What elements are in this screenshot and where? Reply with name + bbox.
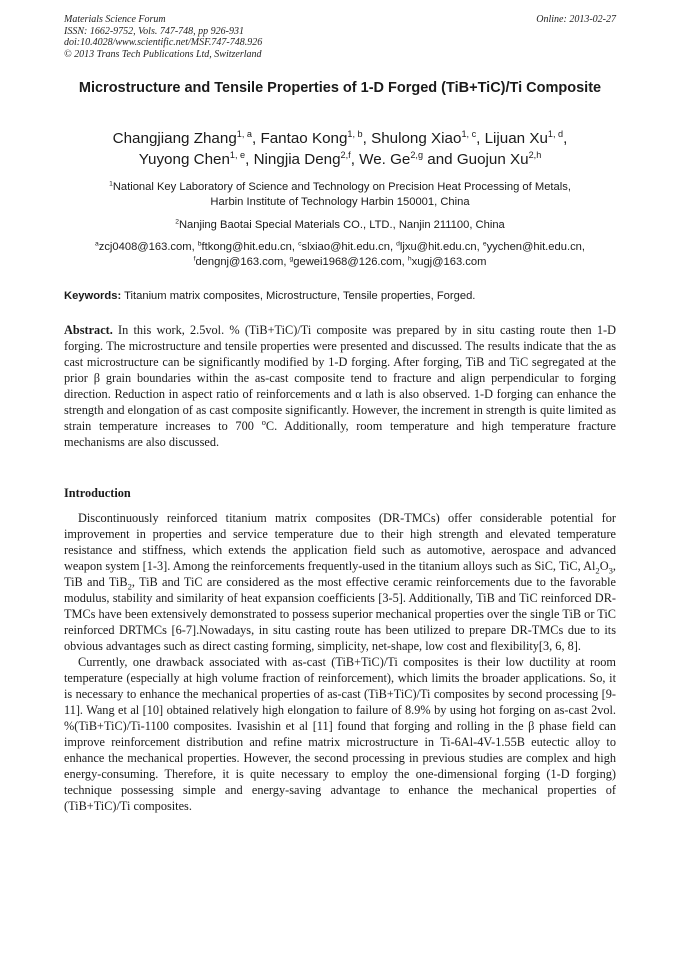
email: $^e$yychen@hit.edu.cn, — [482, 240, 585, 253]
journal-copyright: © 2013 Trans Tech Publications Ltd, Switzerland — [64, 48, 262, 60]
author: Shulong Xiao$^{1, c}$, — [371, 128, 485, 147]
keywords — [64, 289, 616, 303]
email: $^h$xugj@163.com — [407, 254, 487, 268]
journal-header — [64, 14, 616, 60]
journal-doi: doi:10.4028/www.scientific.net/MSF.747-748.926 — [64, 37, 263, 48]
paragraph: Currently, one drawback associated with as-cast (TiB+TiC)/Ti composites is their low ductility at room temperature (especially at high volume fraction of reinforcement), which limits the broader applications. So, it is necessary to enhance the mechanical properties of as-cast (TiB+TiC)/Ti composites by second processing [9-11]. Wang et al [10] obtained relatively high elongation to failure of 8.9% by using hot forging on as-cast 2vol. %(TiB+TiC)/Ti-1100 composites. Ivasishin et al [11] found that forging and rolling in the β phase field can improve reinforcement distribution and refine matrix microstructure in Ti-6Al-4V-1.55B eutectic alloy to enhance the mechanical properties. However, the second processing in previous studies are complex and high energy-consuming. Therefore, it is quite necessary to employ the one-dimensional forging (1-D forging) technique possessing simple and energy-saving advantage to enhance the mechanical properties of (TiB+TiC)/Ti composites. — [64, 655, 616, 813]
author: Guojun Xu$^{2,h}$ — [456, 149, 542, 168]
email: $^d$ljxu@hit.edu.cn, — [396, 240, 483, 253]
paper-title: Microstructure and Tensile Properties of 1-D Forged (TiB+TiC)/Ti Composite — [78, 80, 602, 96]
email: $^c$slxiao@hit.edu.cn, — [298, 240, 397, 253]
author: Ningjia Deng$^{2,f}$, — [253, 149, 360, 168]
author-list — [64, 128, 616, 170]
paragraph: Discontinuously reinforced titanium matrix composites (DR-TMCs) offer considerable potential for improvement in properties and service temperature due to their high strength and elevated temperature resistance and stiffness, which extends the application field such as automotive, aerospace and advanced weapon system [1-3]. Among the reinforcements frequently-used in the titanium alloys such as SiC, TiC, $Al_2O_3$, TiB and TiB$_2$, TiB and TiC are considered as the most effective ceramic reinforcements due to the favorable modulus, stability and similarity of heat expansion coefficients [3-5]. Additionally, TiB and TiC reinforced DR-TMCs have been extensively demonstrated to possess superior mechanical properties over the single TiB or TiC reinforced DRTMCs [6-7].Nowadays, in situ casting route has been utilized to prepare DR-TMCs due to its obvious advantages such as direct casting forming, simplicity, net-shape, low cost and flexibility[3, 6, 8]. — [64, 511, 616, 653]
email-list — [64, 240, 616, 269]
email: $^b$ftkong@hit.edu.cn, — [197, 240, 299, 253]
author: Yuyong Chen$^{1, e}$, — [138, 149, 254, 168]
keywords-label: Keywords: — [64, 290, 122, 302]
affiliation-1: $^1$National Key Laboratory of Science and Technology on Precision Heat Processing of Metals, Harbin Institute of Technology Harbin 150001, China — [109, 180, 571, 208]
email: $^f$dengnj@163.com, — [193, 254, 290, 268]
journal-name: Materials Science Forum — [64, 14, 166, 25]
journal-info — [64, 14, 616, 60]
keywords-text: Titanium matrix composites, Microstructure, Tensile properties, Forged. — [121, 290, 476, 302]
online-date: Online: 2013-02-27 — [536, 14, 616, 25]
abstract: Abstract. In this work, 2.5vol. % (TiB+TiC)/Ti composite was prepared by in situ casting route then 1-D forging. The microstructure and tensile properties were presented and discussed. The results indicate that the as cast microstructure can be significantly modified by 1-D forging. After forging, TiB and TiC segregated at the prior β grain boundaries within the as-cast composite tend to fracture and align perpendicular to forging direction. Reduction in aspect ratio of reinforcements and α lath is also observed. 1-D forging can enhance the strength and elongation of as cast composite significantly. However, the increment in strength is quite limited as strain temperature increases to 700 $^o$C. Additionally, room temperature and high temperature fracture mechanisms are also discussed. — [64, 323, 616, 449]
author: Fantao Kong$^{1, b}$, — [260, 128, 372, 147]
abstract-label: Abstract. — [64, 323, 113, 337]
email: $^g$gewei1968@126.com, — [289, 254, 408, 268]
introduction-text — [64, 510, 616, 814]
affiliation-2: $^2$Nanjing Baotai Special Materials CO., LTD., Nanjin 211100, China — [175, 218, 505, 231]
email: $^a$zcj0408@163.com, — [94, 240, 198, 253]
author: Changjiang Zhang$^{1, a}$, — [112, 128, 261, 147]
section-heading-introduction: Introduction — [64, 486, 131, 500]
journal-issn: ISSN: 1662-9752, Vols. 747-748, pp 926-931 — [64, 25, 244, 37]
author: Lijuan Xu$^{1, d}$, — [484, 128, 568, 147]
author: We. Ge$^{2,g}$ and — [359, 149, 457, 168]
